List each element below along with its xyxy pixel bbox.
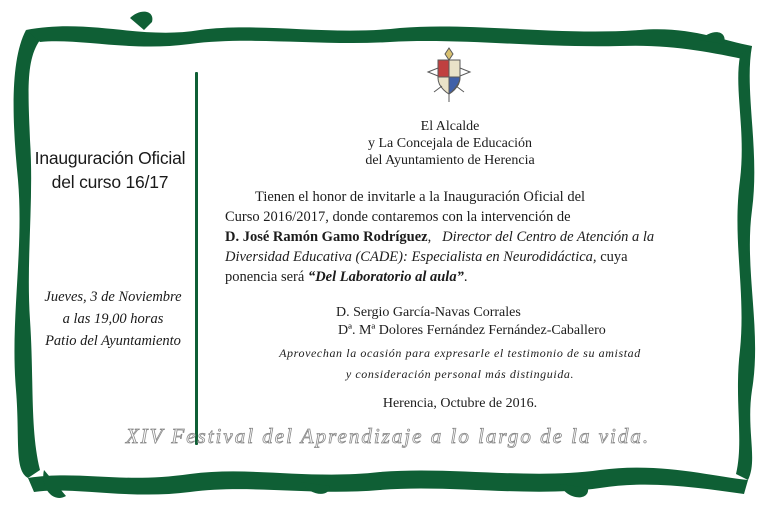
place-and-date: Herencia, Octubre de 2016. — [382, 396, 538, 411]
event-time: a las 19,00 horas — [62, 311, 164, 327]
event-details — [28, 286, 198, 352]
event-date: Jueves, 3 de Noviembre — [44, 289, 182, 305]
signer-mayor: D. Sergio García-Navas Corrales — [336, 305, 521, 320]
body-line-3: D. José Ramón Gamo Rodríguez, Director del Centro de Atención a la — [225, 229, 655, 245]
event-title-line-1: Inauguración Oficial — [34, 148, 186, 168]
talk-intro: ponencia será — [225, 269, 305, 285]
speaker-role-2: Diversidad Educativa (CADE): Especialista en Neurodidáctica, — [225, 249, 597, 265]
closing-line-1: Aprovechan la ocasión para expresarle el testimonio de su amistad — [279, 346, 641, 360]
talk-title: “Del Laboratorio al aula” — [307, 269, 464, 285]
host-council: del Ayuntamiento de Herencia — [365, 153, 535, 168]
body-line-5: ponencia será “Del Laboratorio al aula”. — [225, 269, 468, 285]
closing-line-2: y consideración personal más distinguida. — [345, 367, 575, 381]
signers-block — [336, 304, 716, 340]
hosts-block — [320, 118, 580, 169]
event-title-line-2: del curso 16/17 — [51, 172, 169, 192]
closing-greeting — [215, 343, 705, 385]
body-line-2: Curso 2016/2017, donde contaremos con la intervención de — [225, 209, 571, 225]
event-title — [30, 146, 190, 194]
body-line-1: Tienen el honor de invitarle a la Inauguración Oficial del — [255, 189, 586, 205]
coat-of-arms-icon — [424, 44, 474, 104]
event-venue: Patio del Ayuntamiento — [45, 333, 181, 349]
signer-councillor: Dª. Mª Dolores Fernández Fernández-Caballero — [338, 323, 606, 338]
speaker-role-1: Director del Centro de Atención a la — [442, 229, 655, 245]
host-mayor: El Alcalde — [420, 119, 480, 134]
speaker-name: D. José Ramón Gamo Rodríguez — [225, 229, 428, 245]
invitation-body — [225, 187, 695, 287]
body-line-4-end: cuya — [600, 249, 628, 265]
host-councillor: y La Concejala de Educación — [367, 136, 533, 151]
festival-banner: XIV Festival del Aprendizaje a lo largo de la vida. — [125, 424, 651, 448]
vertical-divider — [195, 72, 198, 445]
body-line-4 — [225, 247, 695, 267]
